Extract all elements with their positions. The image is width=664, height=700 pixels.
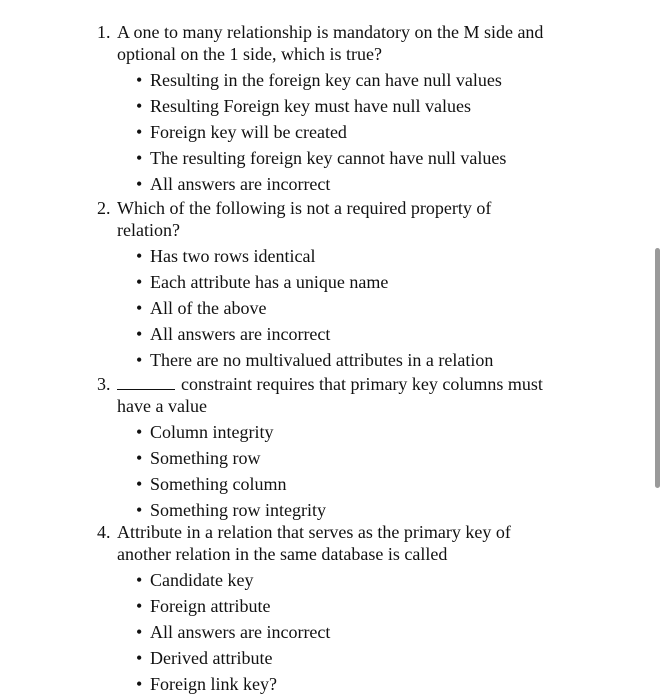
option-text: Resulting Foreign key must have null values [150, 96, 471, 116]
question-number: 2. [97, 198, 111, 218]
bullet-icon: • [136, 174, 143, 194]
bullet-icon: • [136, 500, 143, 520]
bullet-icon: • [136, 350, 143, 370]
option-item [97, 295, 597, 321]
option-text: All answers are incorrect [150, 324, 331, 344]
question-number: 1. [97, 22, 111, 42]
option-item [97, 119, 597, 145]
bullet-icon: • [136, 648, 143, 668]
option-item [97, 269, 597, 295]
option-text: Has two rows identical [150, 246, 316, 266]
option-item [97, 93, 597, 119]
vertical-scrollbar[interactable] [655, 248, 660, 488]
option-item [97, 645, 597, 671]
option-item [97, 145, 597, 171]
option-text: Something column [150, 474, 287, 494]
option-text: Foreign attribute [150, 596, 271, 616]
question-number: 4. [97, 522, 111, 542]
option-text: The resulting foreign key cannot have null values [150, 148, 507, 168]
bullet-icon: • [136, 422, 143, 442]
bullet-icon: • [136, 272, 143, 292]
bullet-icon: • [136, 474, 143, 494]
option-text: Something row [150, 448, 261, 468]
option-item [97, 471, 597, 497]
question-4-line-1 [97, 521, 597, 543]
question-number: 3. [97, 374, 111, 394]
question-text: Attribute in a relation that serves as the primary key of [117, 522, 511, 542]
question-text: A one to many relationship is mandatory on the M side and [117, 22, 544, 42]
bullet-icon: • [136, 570, 143, 590]
option-item [97, 497, 597, 523]
option-list [97, 67, 597, 197]
option-text: All answers are incorrect [150, 174, 331, 194]
option-list [97, 419, 597, 523]
option-item [97, 321, 597, 347]
option-item [97, 347, 597, 373]
option-text: There are no multivalued attributes in a relation [150, 350, 494, 370]
option-item [97, 619, 597, 645]
option-text: All answers are incorrect [150, 622, 331, 642]
option-item [97, 567, 597, 593]
question-2-line-1 [97, 197, 597, 219]
bullet-icon: • [136, 246, 143, 266]
option-item [97, 593, 597, 619]
option-item [97, 171, 597, 197]
bullet-icon: • [136, 122, 143, 142]
bullet-icon: • [136, 448, 143, 468]
question-3-line-2: have a value [117, 396, 207, 416]
bullet-icon: • [136, 596, 143, 616]
question-2-line-2: relation? [117, 220, 180, 240]
option-text: Column integrity [150, 422, 274, 442]
question-2 [97, 197, 597, 373]
bullet-icon: • [136, 298, 143, 318]
option-text: Foreign key will be created [150, 122, 347, 142]
option-item [97, 67, 597, 93]
question-text: Which of the following is not a required property of [117, 198, 492, 218]
option-text: Something row integrity [150, 500, 326, 520]
bullet-icon: • [136, 622, 143, 642]
option-item [97, 445, 597, 471]
question-3 [97, 373, 597, 523]
bullet-icon: • [136, 324, 143, 344]
option-item [97, 419, 597, 445]
option-item [97, 243, 597, 269]
option-text: Candidate key [150, 570, 254, 590]
question-1 [97, 21, 597, 197]
option-list [97, 567, 597, 697]
bullet-icon: • [136, 148, 143, 168]
option-text: Derived attribute [150, 648, 273, 668]
option-text: Resulting in the foreign key can have null values [150, 70, 502, 90]
question-4 [97, 521, 597, 697]
bullet-icon: • [136, 674, 143, 694]
question-3-line-1 [97, 373, 597, 395]
option-text: All of the above [150, 298, 267, 318]
question-4-line-2: another relation in the same database is called [117, 544, 448, 564]
question-1-line-2: optional on the 1 side, which is true? [117, 44, 382, 64]
option-text: Each attribute has a unique name [150, 272, 389, 292]
question-text: constraint requires that primary key columns must [181, 374, 543, 394]
question-1-line-1 [97, 21, 597, 43]
option-text: Foreign link key? [150, 674, 277, 694]
fill-in-blank [117, 373, 175, 390]
option-item [97, 671, 597, 697]
option-list [97, 243, 597, 373]
bullet-icon: • [136, 70, 143, 90]
bullet-icon: • [136, 96, 143, 116]
